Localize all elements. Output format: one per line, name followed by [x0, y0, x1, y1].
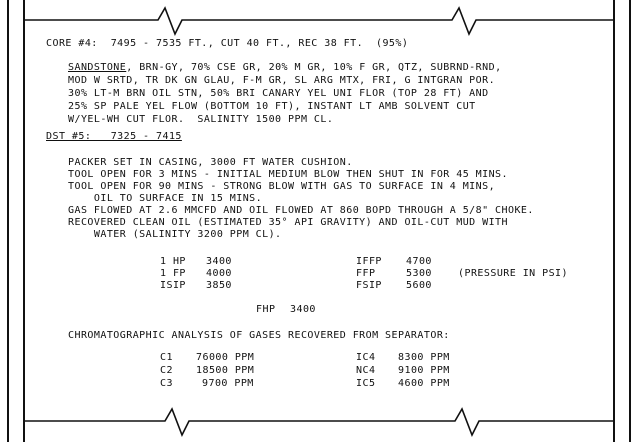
gas-component-label: C2 — [160, 365, 173, 376]
pressure-label: 1 HP — [160, 256, 186, 267]
pressure-label: FFP — [356, 268, 376, 279]
dst-title: DST #5: 7325 - 7415 — [46, 131, 182, 142]
pressure-value: 3400 — [206, 256, 232, 267]
bottom-break-line — [24, 409, 614, 435]
pressure-label: 1 FP — [160, 268, 186, 279]
core-description-line-2: MOD W SRTD, TR DK GN GLAU, F-M GR, SL ARG MTX, FRI, G INTGRAN POR. — [68, 75, 496, 86]
chromatography-title: CHROMATOGRAPHIC ANALYSIS OF GASES RECOVERED FROM SEPARATOR: — [68, 330, 450, 341]
pressure-label: ISIP — [160, 280, 186, 291]
gas-component-value: 9100 PPM — [398, 365, 450, 376]
fhp-value: 3400 — [290, 304, 316, 315]
gas-component-label: C1 — [160, 352, 173, 363]
core-description-line-4: 25% SP PALE YEL FLOW (BOTTOM 10 FT), INSTANT LT AMB SOLVENT CUT — [68, 101, 476, 112]
pressure-label: FSIP — [356, 280, 382, 291]
gas-component-value: 18500 PPM — [196, 365, 255, 376]
dst-note: OIL TO SURFACE IN 15 MINS. — [68, 193, 263, 204]
dst-note: WATER (SALINITY 3200 PPM CL). — [68, 229, 282, 240]
core-description-line-1: SANDSTONE, BRN-GY, 70% CSE GR, 20% M GR, 10% F GR, QTZ, SUBRND-RND, — [68, 62, 502, 73]
lithology-label: SANDSTONE — [68, 62, 127, 73]
core-description-line-5: W/YEL-WH CUT FLOR. SALINITY 1500 PPM CL. — [68, 114, 334, 125]
gas-component-value: 8300 PPM — [398, 352, 450, 363]
pressure-value: 4700 — [406, 256, 432, 267]
dst-note: PACKER SET IN CASING, 3000 FT WATER CUSHION. — [68, 157, 353, 168]
gas-component-label: IC5 — [356, 378, 376, 389]
core-description-line-3: 30% LT-M BRN OIL STN, 50% BRI CANARY YEL UNI FLOR (TOP 28 FT) AND — [68, 88, 489, 99]
gas-component-label: C3 — [160, 378, 173, 389]
core-title-underline — [46, 38, 408, 50]
pressure-value: 5300 — [406, 268, 432, 279]
gas-component-value: 9700 PPM — [202, 378, 254, 389]
gas-component-label: IC4 — [356, 352, 376, 363]
dst-note: GAS FLOWED AT 2.6 MMCFD AND OIL FLOWED AT 860 BOPD THROUGH A 5/8" CHOKE. — [68, 205, 534, 216]
core-title: CORE #4: 7495 - 7535 FT., CUT 40 FT., REC 38 FT. (95%) — [46, 38, 409, 49]
pressure-value: 3850 — [206, 280, 232, 291]
dst-note: TOOL OPEN FOR 90 MINS - STRONG BLOW WITH GAS TO SURFACE IN 4 MINS, — [68, 181, 496, 192]
fhp-label: FHP — [256, 304, 276, 315]
pressure-value: 4000 — [206, 268, 232, 279]
gas-component-value: 76000 PPM — [196, 352, 255, 363]
gas-component-label: NC4 — [356, 365, 376, 376]
gas-component-value: 4600 PPM — [398, 378, 450, 389]
pressure-value: 5600 — [406, 280, 432, 291]
pressure-label: IFFP — [356, 256, 382, 267]
top-break-line — [24, 8, 614, 34]
dst-note: RECOVERED CLEAN OIL (ESTIMATED 35° API GRAVITY) AND OIL-CUT MUD WITH — [68, 217, 508, 228]
dst-note: TOOL OPEN FOR 3 MINS - INITIAL MEDIUM BLOW THEN SHUT IN FOR 45 MINS. — [68, 169, 508, 180]
pressure-unit-note: (PRESSURE IN PSI) — [458, 268, 568, 279]
